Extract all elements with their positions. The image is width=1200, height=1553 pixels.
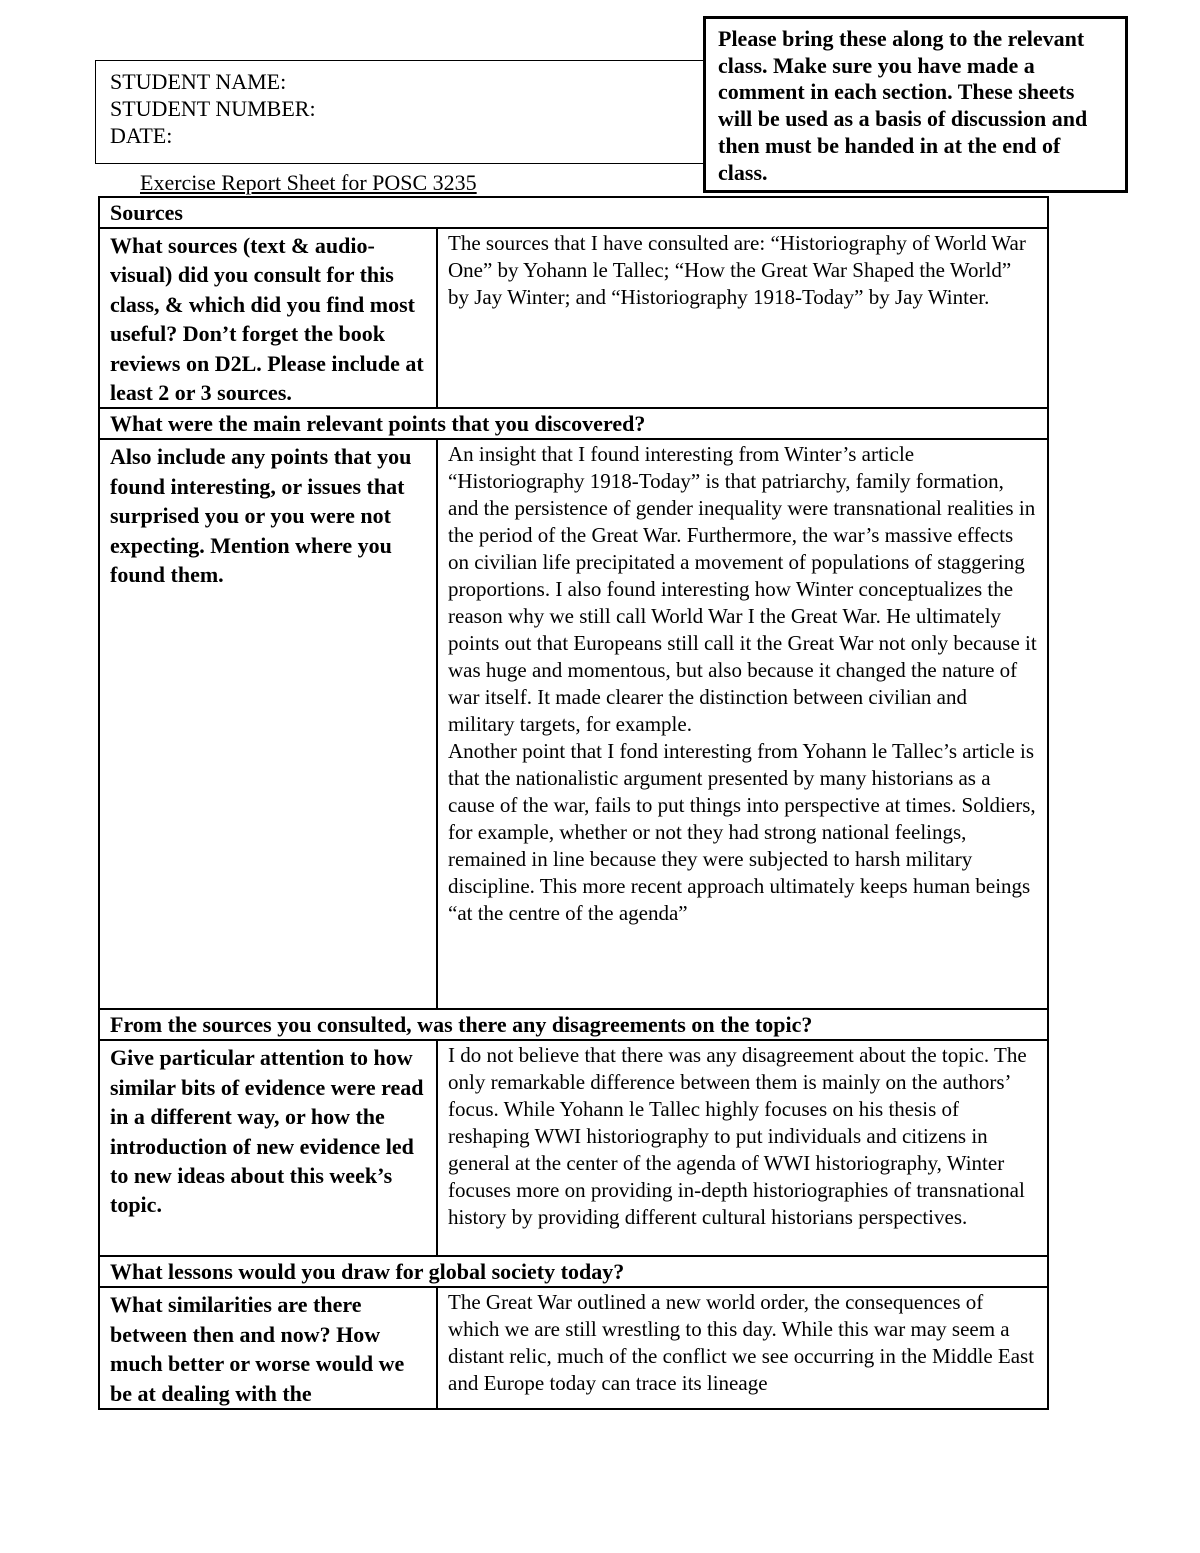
section-heading-lessons: What lessons would you draw for global society today?: [99, 1256, 1048, 1287]
sheet-title: Exercise Report Sheet for POSC 3235: [140, 170, 477, 195]
answer-disagreements[interactable]: [437, 1040, 1048, 1256]
section-heading-disagreements: From the sources you consulted, was there any disagreements on the topic?: [99, 1009, 1048, 1040]
answer-paragraph: The Great War outlined a new world order, the consequences of which we are still wrestling to this day. While this war may seem a distant relic, much of the conflict we see occurring in the Middle East and Europe today can trace its lineage: [448, 1290, 1035, 1396]
answer-paragraph: Another point that I fond interesting from Yohann le Tallec’s article is that the nationalistic argument presented by many historians as a cause of the war, fails to put things into perspective at times. Soldiers, for example, whether or not they had strong national feelings, remained in line because they were subjected to harsh military discipline. This more recent approach ultimately keeps human beings “at the centre of the agenda”: [448, 739, 1036, 926]
prompt-sources: What sources (text & audio-visual) did you consult for this class, & which did you find most useful? Don’t forget the book reviews on D2L. Please include at least 2 or 3 sources.: [99, 228, 437, 408]
prompt-lessons: What similarities are there between then and now? How much better or worse would we be at dealing with the: [99, 1287, 437, 1409]
section-heading-main-points: What were the main relevant points that you discovered?: [99, 408, 1048, 439]
section-heading-row: [99, 1009, 1048, 1040]
answer-paragraph: I do not believe that there was any disagreement about the topic. The only remarkable difference between them is mainly on the authors’ focus. While Yohann le Tallec highly focuses on his thesis of reshaping WWI historiography to put individuals and citizens in general at the center of the agenda of WWI historiography, Winter focuses more on providing in-depth historiographies of transnational history by providing different cultural historians perspectives.: [448, 1043, 1027, 1230]
section-content-row: [99, 1040, 1048, 1256]
report-table: [98, 196, 1049, 1410]
section-heading-row: [99, 1256, 1048, 1287]
notice-text: Please bring these along to the relevant class. Make sure you have made a comment in each section. These sheets will be used as a basis of discussion and then must be handed in at the end of class.: [718, 26, 1088, 185]
answer-lessons[interactable]: [437, 1287, 1048, 1409]
answer-sources[interactable]: [437, 228, 1048, 408]
student-info-box: [95, 60, 705, 164]
notice-box: [703, 16, 1128, 193]
section-heading-row: [99, 408, 1048, 439]
section-heading-sources: Sources: [99, 197, 1048, 228]
section-content-row: [99, 439, 1048, 1009]
answer-paragraph: The sources that I have consulted are: “Historiography of World War One” by Yohann le Tallec; “How the Great War Shaped the World” by Jay Winter; and “Historiography 1918-Today” by Jay Winter.: [448, 231, 1026, 309]
answer-paragraph: An insight that I found interesting from Winter’s article “Historiography 1918-Today” is that patriarchy, family formation, and the persistence of gender inequality were transnational realities in the period of the Great War. Furthermore, the war’s massive effects on civilian life precipitated a movement of populations of staggering proportions. I also found interesting how Winter conceptualizes the reason why we still call World War I the Great War. He ultimately points out that Europeans still call it the Great War not only because it was huge and momentous, but also because it changed the nature of war itself. It made clearer the distinction between civilian and military targets, for example.: [448, 442, 1037, 737]
answer-main-points[interactable]: [437, 439, 1048, 1009]
prompt-main-points: Also include any points that you found interesting, or issues that surprised you or you were not expecting. Mention where you found them.: [99, 439, 437, 1009]
student-number-label: STUDENT NUMBER:: [110, 96, 316, 121]
prompt-disagreements: Give particular attention to how similar bits of evidence were read in a different way, or how the introduction of new evidence led to new ideas about this week’s topic.: [99, 1040, 437, 1256]
student-name-label: STUDENT NAME:: [110, 69, 287, 94]
section-heading-row: [99, 197, 1048, 228]
date-label: DATE:: [110, 123, 173, 148]
section-content-row: [99, 228, 1048, 408]
section-content-row: [99, 1287, 1048, 1409]
